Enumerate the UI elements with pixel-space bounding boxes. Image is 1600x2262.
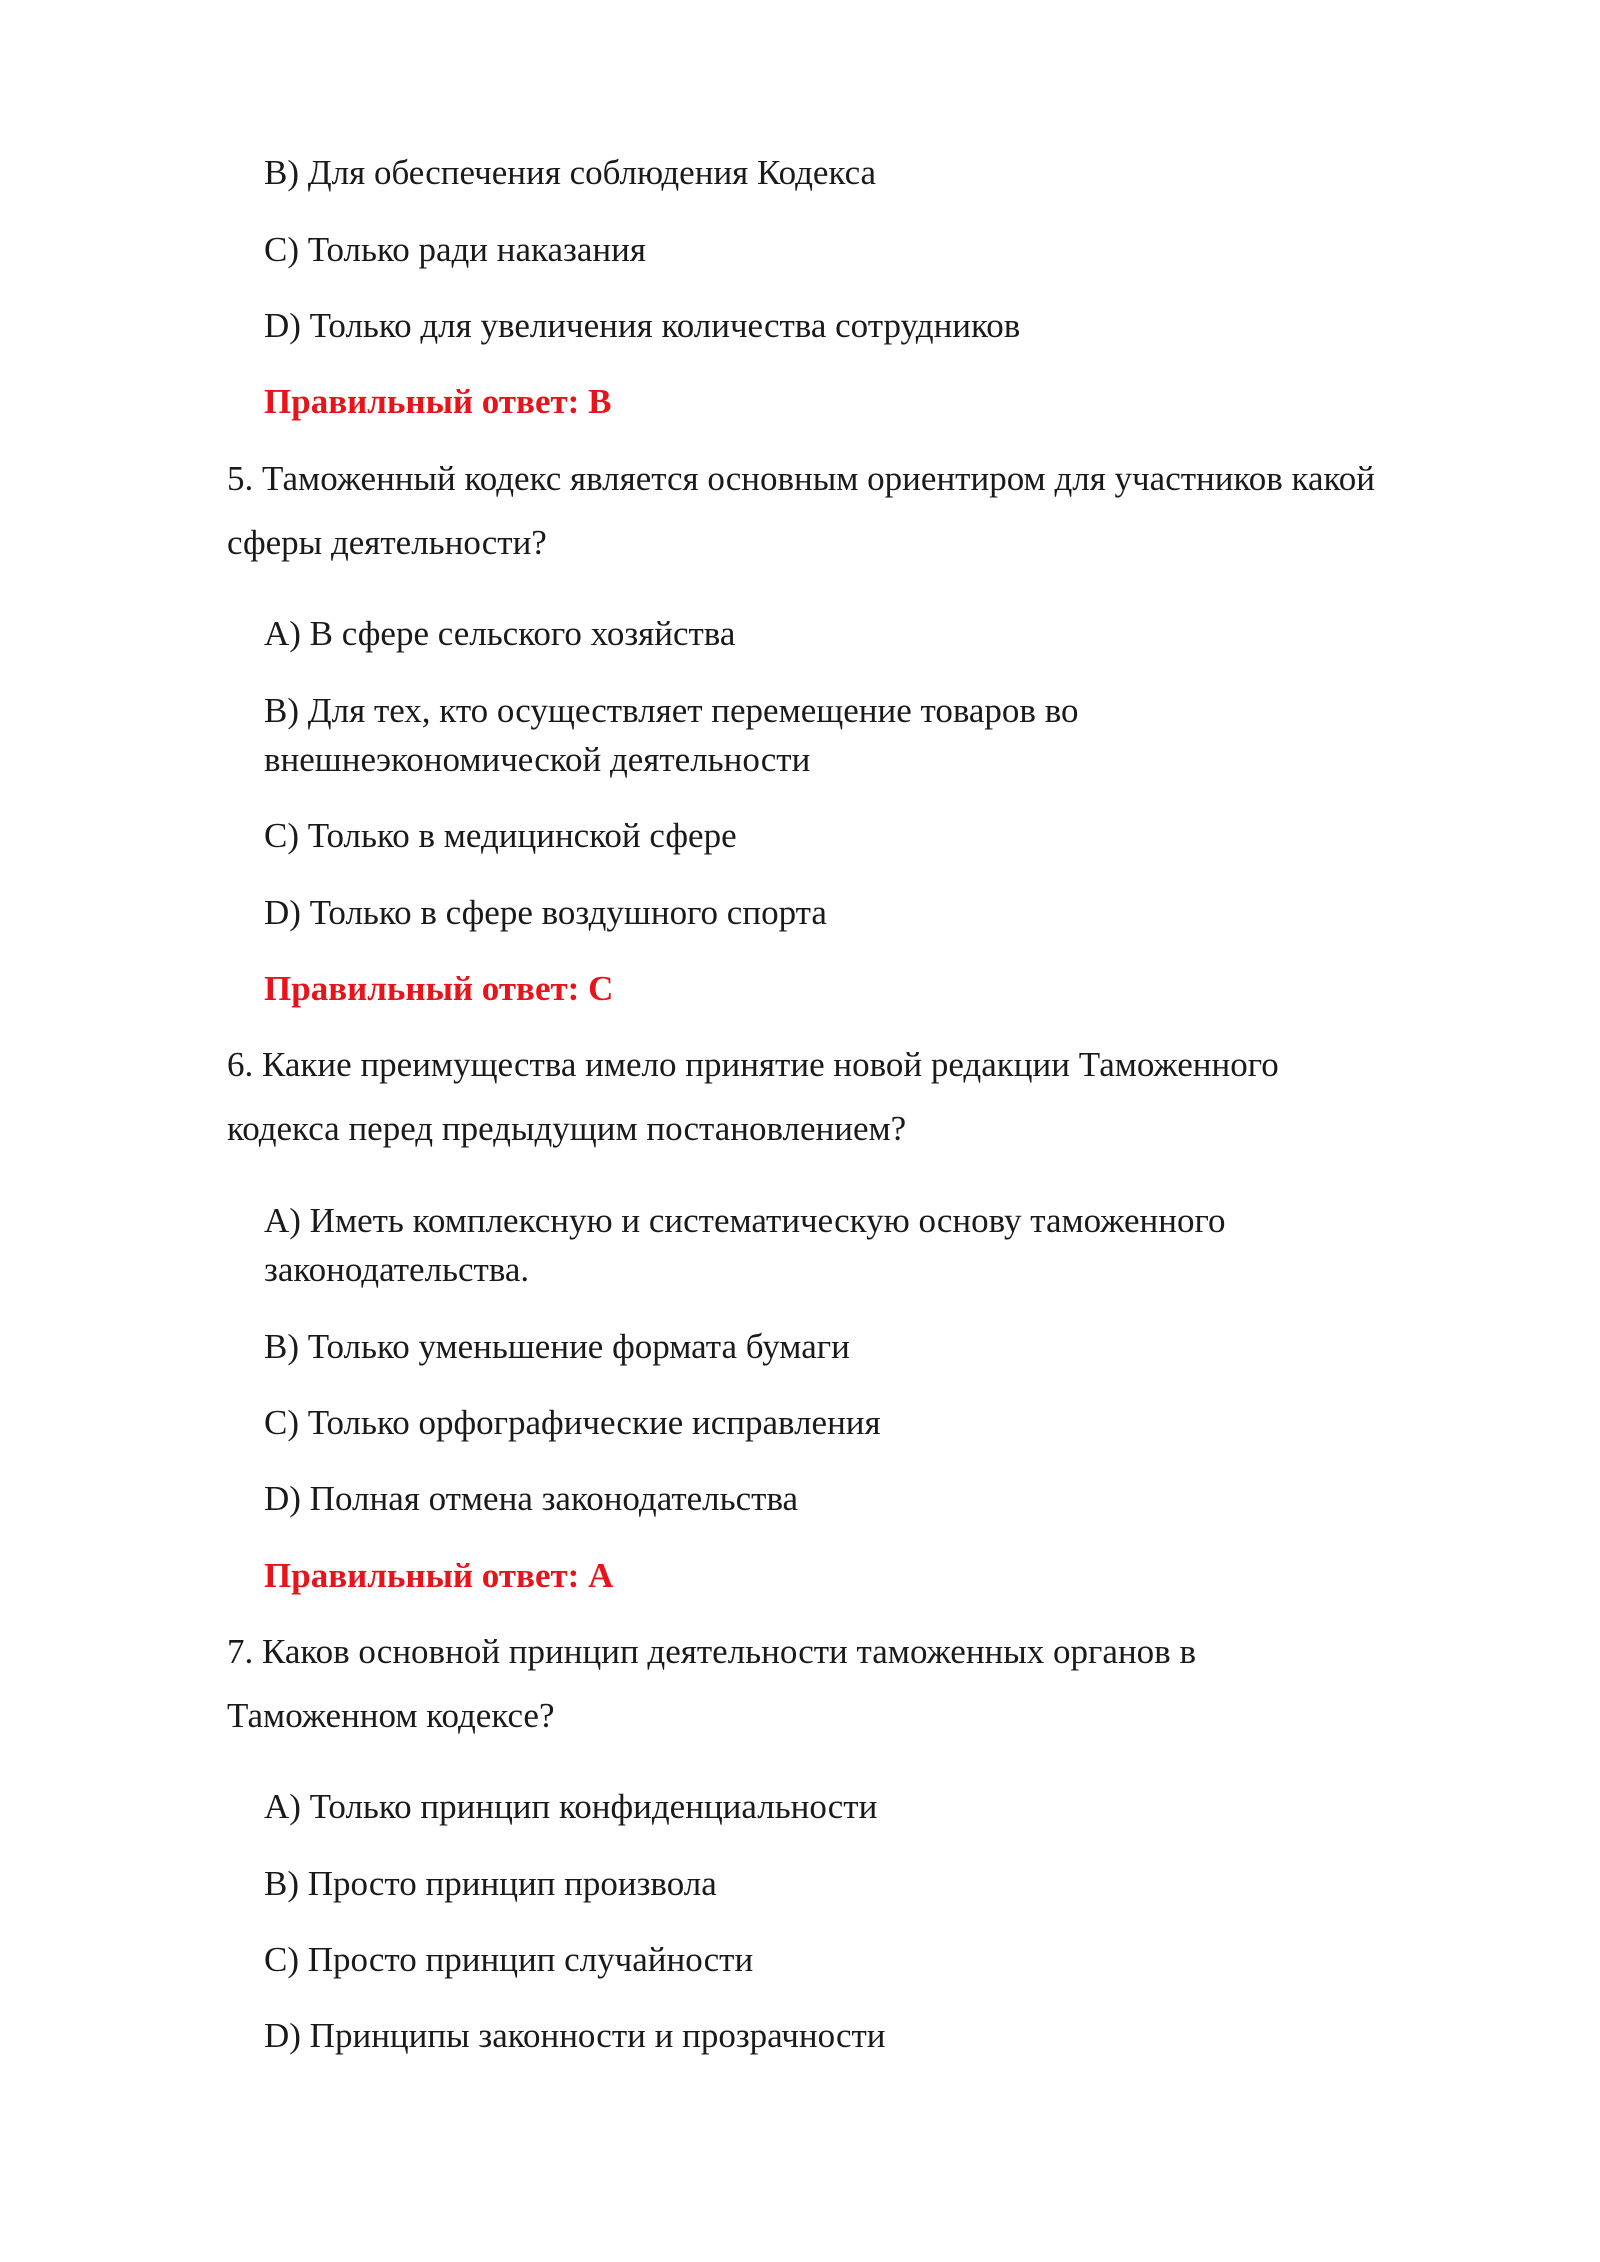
option-b-q7: B) Просто принцип произвола <box>264 1864 717 1903</box>
option-c-q4: C) Только ради наказания <box>264 230 646 269</box>
option-c-q6: C) Только орфографические исправления <box>264 1403 881 1442</box>
option-a-q5: A) В сфере сельского хозяйства <box>264 614 736 653</box>
option-d-q7: D) Принципы законности и прозрачности <box>264 2016 886 2055</box>
option-a-q6-line2: законодательства. <box>264 1250 530 1289</box>
option-b-q6: B) Только уменьшение формата бумаги <box>264 1327 850 1366</box>
correct-answer-q4: Правильный ответ: B <box>264 382 612 421</box>
option-b-q5-line1: B) Для тех, кто осуществляет перемещение товаров во <box>264 691 1079 730</box>
question-6-line1: 6. Какие преимущества имело принятие новой редакции Таможенного <box>227 1045 1279 1084</box>
question-5-line1: 5. Таможенный кодекс является основным ориентиром для участников какой <box>227 459 1375 498</box>
option-a-q6-line1: A) Иметь комплексную и систематическую основу таможенного <box>264 1201 1226 1240</box>
correct-answer-q5: Правильный ответ: C <box>264 969 614 1008</box>
option-c-q5: C) Только в медицинской сфере <box>264 816 737 855</box>
question-7-line1: 7. Каков основной принцип деятельности таможенных органов в <box>227 1632 1196 1671</box>
option-d-q6: D) Полная отмена законодательства <box>264 1479 799 1518</box>
option-b-q4: B) Для обеспечения соблюдения Кодекса <box>264 153 877 192</box>
question-7-line2: Таможенном кодексе? <box>227 1696 555 1735</box>
question-6-line2: кодекса перед предыдущим постановлением? <box>227 1109 907 1148</box>
option-b-q5-line2: внешнеэкономической деятельности <box>264 740 811 779</box>
question-5-line2: сферы деятельности? <box>227 523 547 562</box>
correct-answer-q6: Правильный ответ: A <box>264 1556 614 1595</box>
option-d-q4: D) Только для увеличения количества сотрудников <box>264 306 1021 345</box>
option-a-q7: A) Только принцип конфиденциальности <box>264 1787 878 1826</box>
option-d-q5: D) Только в сфере воздушного спорта <box>264 893 827 932</box>
option-c-q7: C) Просто принцип случайности <box>264 1940 754 1979</box>
